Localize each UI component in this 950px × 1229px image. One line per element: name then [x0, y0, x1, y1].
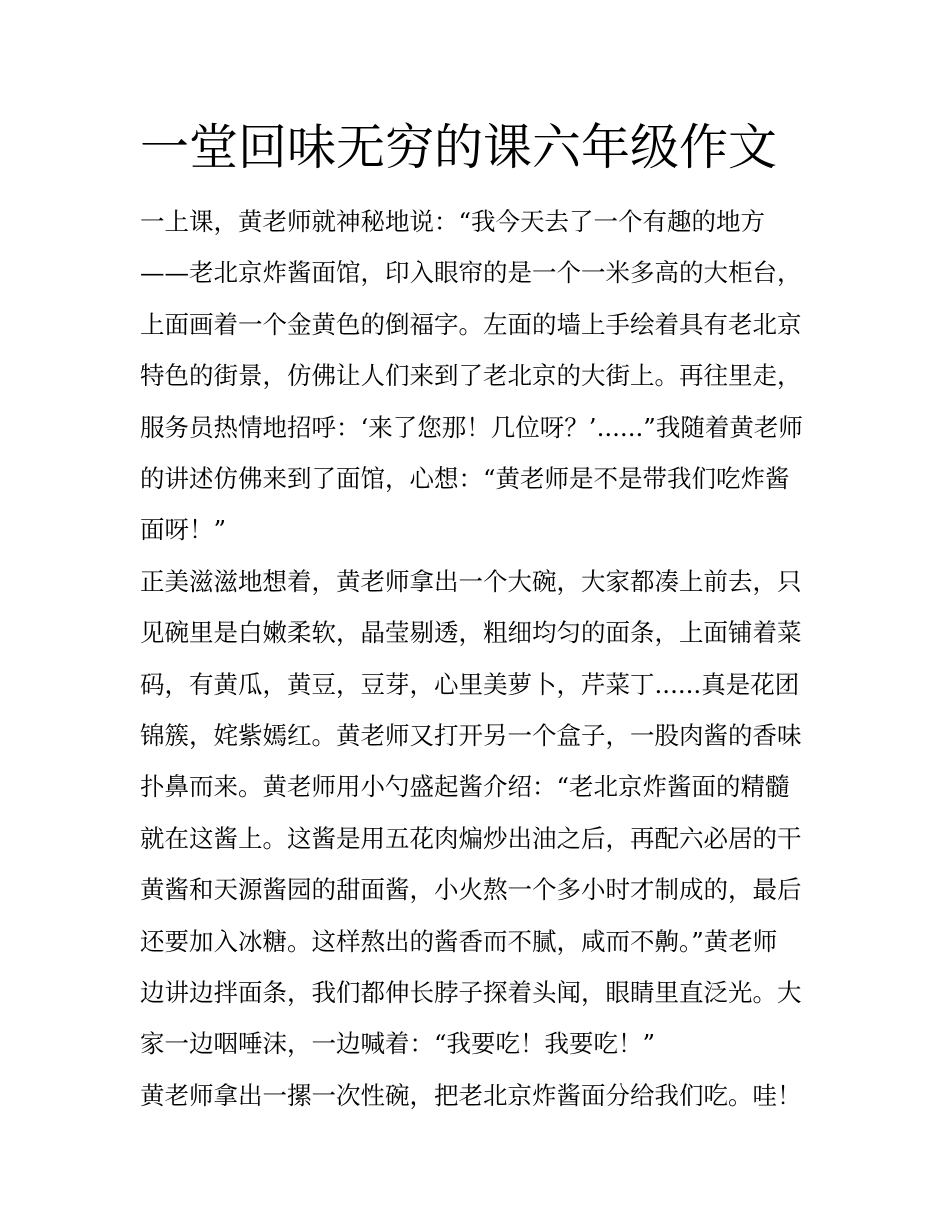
body-line: 的讲述仿佛来到了面馆，心想：“黄老师是不是带我们吃炸酱 [140, 464, 790, 493]
body-line: 码，有黄瓜，黄豆，豆芽，心里美萝卜，芹菜丁......真是花团 [140, 669, 800, 699]
body-line: ——老北京炸酱面馆，印入眼帘的是一个一米多高的大柜台， [140, 258, 802, 288]
body-line: 家一边咽唾沫，一边喊着：“我要吃！我要吃！” [140, 1029, 656, 1059]
body-line: 正美滋滋地想着，黄老师拿出一个大碗，大家都凑上前去，只 [140, 566, 802, 596]
body-line: 上面画着一个金黄色的倒福字。左面的墙上手绘着具有老北京 [140, 309, 802, 339]
body-line: 服务员热情地招呼：‘来了您那！几位呀？’......”我随着黄老师 [140, 412, 803, 442]
body-line: 黄老师拿出一摞一次性碗，把老北京炸酱面分给我们吃。哇！ [140, 1080, 802, 1110]
body-line: 黄酱和天源酱园的甜面酱，小火熬一个多小时才制成的，最后 [140, 875, 802, 905]
body-line: 就在这酱上。这酱是用五花肉煸炒出油之后，再配六必居的干 [140, 823, 802, 853]
body-line: 扑鼻而来。黄老师用小勺盛起酱介绍：“老北京炸酱面的精髓 [140, 772, 790, 802]
body-line: 面呀！” [140, 515, 227, 545]
body-line: 见碗里是白嫩柔软，晶莹剔透，粗细均匀的面条，上面铺着菜 [140, 618, 802, 648]
body-line: 锦簇，姹紫嫣红。黄老师又打开另一个盒子，一股肉酱的香味 [140, 721, 802, 750]
body-line: 还要加入冰糖。这样熬出的酱香而不腻，咸而不齁。”黄老师 [140, 926, 778, 956]
body-line: 一上课，黄老师就神秘地说：“我今天去了一个有趣的地方 [140, 207, 766, 236]
body-line: 特色的街景，仿佛让人们来到了老北京的大街上。再往里走， [140, 361, 802, 391]
document-title: 一堂回味无穷的课六年级作文 [140, 119, 778, 176]
body-line: 边讲边拌面条，我们都伸长脖子探着头闻，眼睛里直泛光。大 [140, 978, 802, 1007]
